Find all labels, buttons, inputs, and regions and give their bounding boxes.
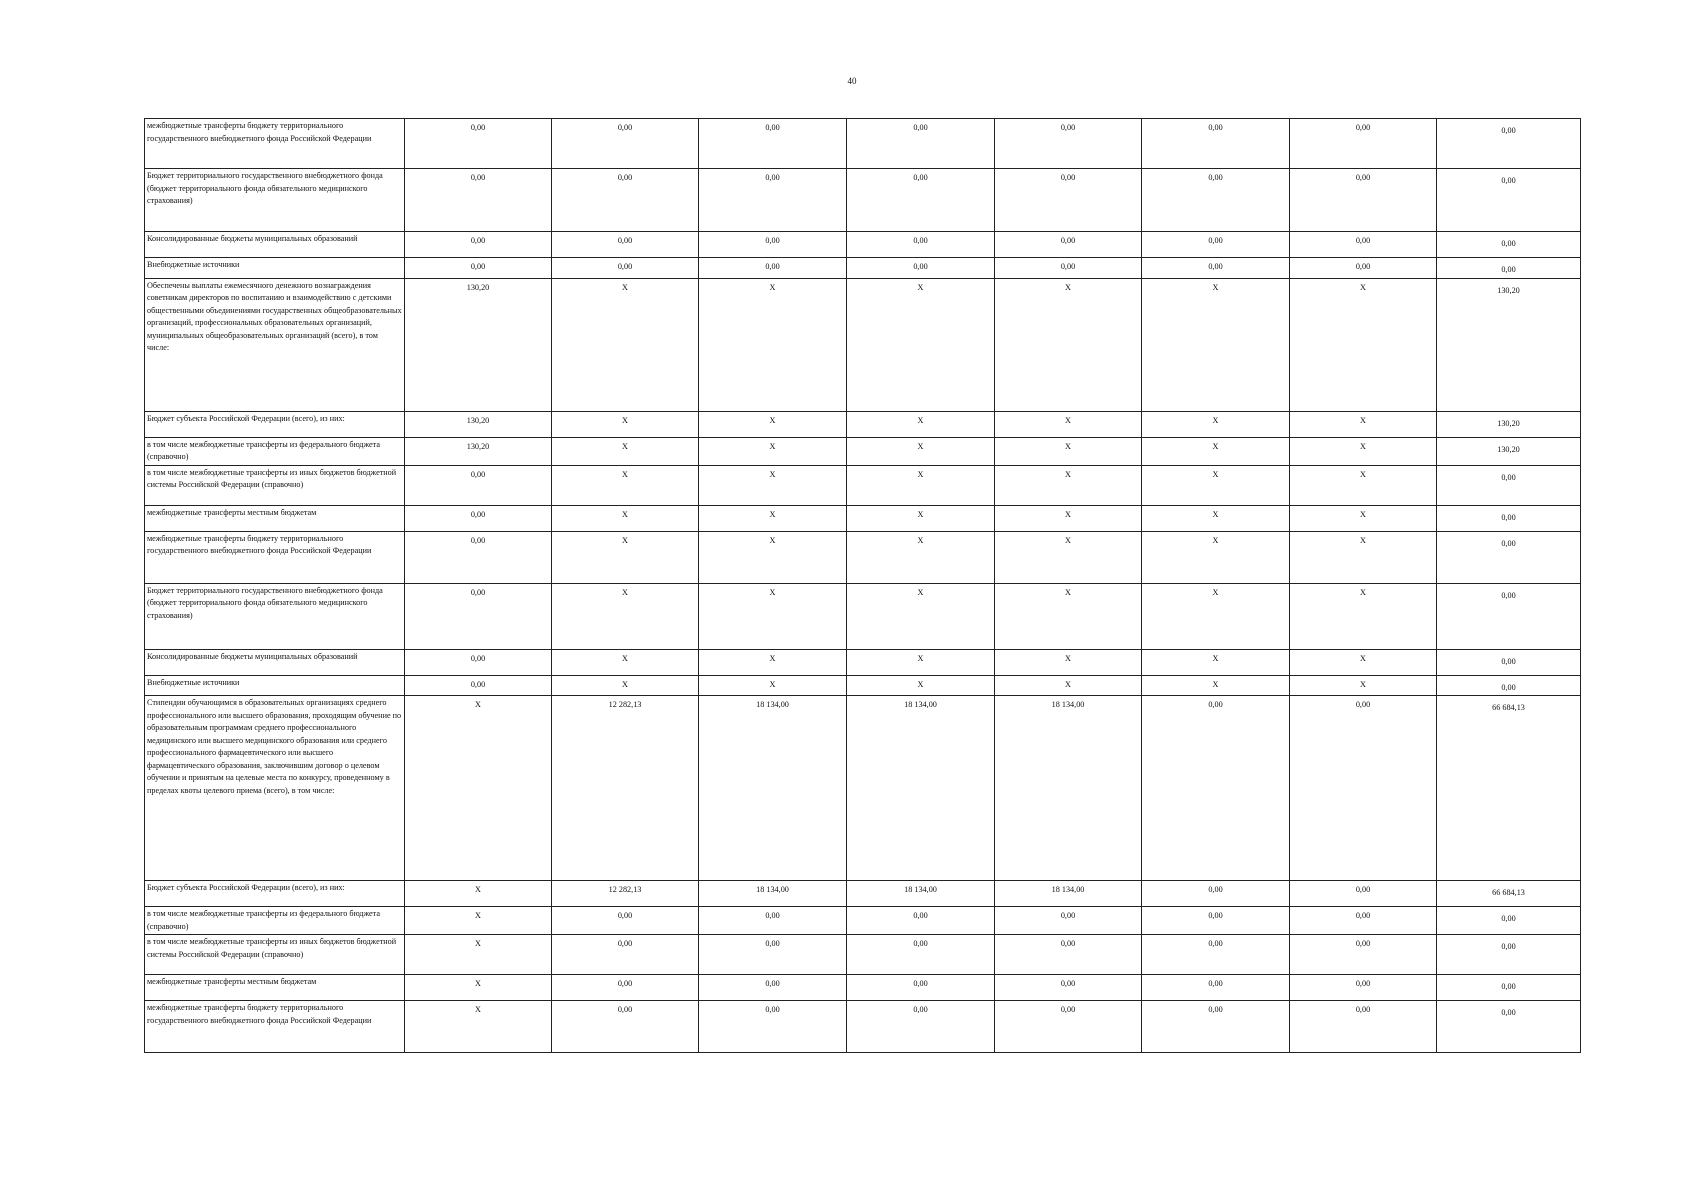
row-value-cell: 12 282,13: [552, 881, 699, 907]
row-total-cell: 0,00: [1437, 531, 1581, 583]
row-value-cell: 0,00: [1142, 258, 1290, 279]
row-value-cell: 18 134,00: [995, 881, 1142, 907]
row-value-cell: 0,00: [1142, 907, 1290, 935]
row-total-cell: 130,20: [1437, 278, 1581, 411]
table-row: [145, 169, 1581, 232]
row-value-cell: 0,00: [699, 119, 847, 169]
row-value-cell: 0,00: [995, 1001, 1142, 1053]
row-value-cell: X: [1290, 411, 1437, 437]
row-label: межбюджетные трансферты бюджету территориального государственного внебюджетного фонда Российской Федерации: [145, 531, 405, 583]
row-total-cell: 0,00: [1437, 907, 1581, 935]
page-number: 40: [847, 76, 857, 86]
row-value-cell: 0,00: [1290, 1001, 1437, 1053]
row-value-cell: 0,00: [1290, 232, 1437, 258]
row-value-cell: X: [405, 696, 552, 881]
row-value-cell: X: [552, 531, 699, 583]
row-value-cell: X: [1290, 649, 1437, 675]
row-value-cell: X: [699, 411, 847, 437]
row-value-cell: 0,00: [995, 119, 1142, 169]
row-value-cell: 0,00: [699, 907, 847, 935]
row-value-cell: X: [995, 437, 1142, 465]
row-value-cell: 0,00: [552, 975, 699, 1001]
table-row: [145, 119, 1581, 169]
row-value-cell: X: [552, 411, 699, 437]
row-value-cell: X: [699, 649, 847, 675]
row-value-cell: 0,00: [1142, 169, 1290, 232]
table-row: [145, 505, 1581, 531]
row-value-cell: X: [552, 649, 699, 675]
row-value-cell: 0,00: [552, 258, 699, 279]
row-value-cell: 0,00: [405, 583, 552, 649]
row-value-cell: X: [995, 649, 1142, 675]
row-label: Внебюджетные источники: [145, 258, 405, 279]
row-label: Бюджет территориального государственного внебюджетного фонда (бюджет территориального фонда обязательного медицинского страхования): [145, 583, 405, 649]
row-value-cell: 0,00: [699, 258, 847, 279]
row-value-cell: 0,00: [552, 1001, 699, 1053]
row-value-cell: 0,00: [1142, 881, 1290, 907]
row-label: Внебюджетные источники: [145, 675, 405, 696]
row-value-cell: X: [1290, 505, 1437, 531]
row-value-cell: 0,00: [1142, 232, 1290, 258]
row-value-cell: 0,00: [405, 169, 552, 232]
row-value-cell: X: [1142, 437, 1290, 465]
row-value-cell: X: [405, 935, 552, 975]
table-row: [145, 531, 1581, 583]
row-label: в том числе межбюджетные трансферты из иных бюджетов бюджетной системы Российской Федерации (справочно): [145, 935, 405, 975]
row-value-cell: X: [995, 531, 1142, 583]
row-total-cell: 0,00: [1437, 465, 1581, 505]
row-value-cell: 18 134,00: [699, 696, 847, 881]
row-value-cell: X: [1290, 675, 1437, 696]
row-value-cell: 0,00: [1290, 935, 1437, 975]
row-value-cell: 0,00: [1142, 975, 1290, 1001]
row-value-cell: 0,00: [405, 465, 552, 505]
row-value-cell: X: [699, 505, 847, 531]
row-total-cell: 0,00: [1437, 1001, 1581, 1053]
row-label: в том числе межбюджетные трансферты из федерального бюджета (справочно): [145, 907, 405, 935]
row-label: Бюджет территориального государственного внебюджетного фонда (бюджет территориального фонда обязательного медицинского страхования): [145, 169, 405, 232]
row-value-cell: 0,00: [405, 531, 552, 583]
row-value-cell: X: [1142, 465, 1290, 505]
row-value-cell: 0,00: [1290, 881, 1437, 907]
row-value-cell: X: [847, 675, 995, 696]
row-total-cell: 0,00: [1437, 935, 1581, 975]
row-value-cell: X: [1142, 278, 1290, 411]
row-value-cell: X: [847, 465, 995, 505]
row-value-cell: X: [552, 465, 699, 505]
row-value-cell: X: [1290, 531, 1437, 583]
row-label: межбюджетные трансферты местным бюджетам: [145, 975, 405, 1001]
row-label: Консолидированные бюджеты муниципальных образований: [145, 232, 405, 258]
row-value-cell: 18 134,00: [995, 696, 1142, 881]
row-total-cell: 66 684,13: [1437, 696, 1581, 881]
row-value-cell: X: [1142, 583, 1290, 649]
row-value-cell: 130,20: [405, 278, 552, 411]
row-total-cell: 0,00: [1437, 649, 1581, 675]
row-total-cell: 0,00: [1437, 169, 1581, 232]
table-body: [145, 119, 1581, 1053]
table-row: [145, 975, 1581, 1001]
row-value-cell: 0,00: [1290, 169, 1437, 232]
row-value-cell: 0,00: [847, 907, 995, 935]
row-value-cell: 0,00: [699, 975, 847, 1001]
row-value-cell: X: [847, 531, 995, 583]
row-value-cell: 0,00: [847, 119, 995, 169]
row-value-cell: X: [1142, 505, 1290, 531]
row-value-cell: 0,00: [1142, 1001, 1290, 1053]
row-value-cell: X: [405, 907, 552, 935]
row-total-cell: 0,00: [1437, 505, 1581, 531]
row-total-cell: 0,00: [1437, 258, 1581, 279]
row-value-cell: X: [552, 505, 699, 531]
row-value-cell: X: [847, 411, 995, 437]
row-value-cell: X: [552, 278, 699, 411]
row-label: Бюджет субъекта Российской Федерации (всего), из них:: [145, 881, 405, 907]
row-value-cell: X: [699, 531, 847, 583]
row-value-cell: 0,00: [552, 119, 699, 169]
table-row: [145, 649, 1581, 675]
row-value-cell: X: [847, 278, 995, 411]
row-value-cell: X: [995, 505, 1142, 531]
row-value-cell: 0,00: [995, 258, 1142, 279]
table-row: [145, 881, 1581, 907]
table-row: [145, 278, 1581, 411]
row-value-cell: 0,00: [847, 169, 995, 232]
row-value-cell: X: [847, 583, 995, 649]
row-value-cell: 0,00: [405, 505, 552, 531]
row-value-cell: 0,00: [995, 975, 1142, 1001]
row-value-cell: 0,00: [1142, 696, 1290, 881]
row-value-cell: 0,00: [405, 675, 552, 696]
row-value-cell: 0,00: [1290, 975, 1437, 1001]
table-row: [145, 1001, 1581, 1053]
row-value-cell: X: [1290, 583, 1437, 649]
table-row: [145, 465, 1581, 505]
row-label: межбюджетные трансферты бюджету территориального государственного внебюджетного фонда Российской Федерации: [145, 1001, 405, 1053]
row-value-cell: 0,00: [1142, 119, 1290, 169]
row-value-cell: X: [552, 675, 699, 696]
row-total-cell: 0,00: [1437, 675, 1581, 696]
row-value-cell: 130,20: [405, 411, 552, 437]
row-label: Бюджет субъекта Российской Федерации (всего), из них:: [145, 411, 405, 437]
row-total-cell: 0,00: [1437, 975, 1581, 1001]
row-value-cell: X: [552, 583, 699, 649]
row-total-cell: 66 684,13: [1437, 881, 1581, 907]
row-value-cell: 18 134,00: [699, 881, 847, 907]
row-label: Стипендии обучающимся в образовательных организациях среднего профессионального или высшего образования, проходящим обучение по образовательным программам среднего профессионального медицинского или высшего медицинского образования или среднего профессионального фармацевтического или высшего фармацевтического образования, заключившим договор о целевом обучении и принятым на целевые места по конкурсу, проведенному в пределах квоты целевого приема (всего), в том числе:: [145, 696, 405, 881]
row-value-cell: X: [847, 649, 995, 675]
row-value-cell: 0,00: [847, 232, 995, 258]
row-value-cell: 0,00: [847, 258, 995, 279]
row-value-cell: 0,00: [552, 232, 699, 258]
row-total-cell: 130,20: [1437, 437, 1581, 465]
row-value-cell: X: [1290, 437, 1437, 465]
row-value-cell: 12 282,13: [552, 696, 699, 881]
row-value-cell: 0,00: [995, 232, 1142, 258]
row-value-cell: 0,00: [995, 935, 1142, 975]
row-value-cell: X: [995, 411, 1142, 437]
row-value-cell: X: [699, 465, 847, 505]
row-value-cell: 0,00: [405, 119, 552, 169]
row-value-cell: X: [847, 505, 995, 531]
table-row: [145, 258, 1581, 279]
row-value-cell: 0,00: [847, 975, 995, 1001]
row-value-cell: 0,00: [995, 169, 1142, 232]
row-value-cell: X: [847, 437, 995, 465]
row-value-cell: X: [1142, 531, 1290, 583]
row-value-cell: X: [995, 583, 1142, 649]
row-value-cell: X: [995, 465, 1142, 505]
row-value-cell: X: [1142, 649, 1290, 675]
row-total-cell: 130,20: [1437, 411, 1581, 437]
row-value-cell: 0,00: [552, 169, 699, 232]
row-value-cell: 0,00: [1142, 935, 1290, 975]
row-label: межбюджетные трансферты бюджету территориального государственного внебюджетного фонда Российской Федерации: [145, 119, 405, 169]
row-value-cell: 0,00: [699, 232, 847, 258]
row-value-cell: 0,00: [405, 649, 552, 675]
row-value-cell: X: [995, 278, 1142, 411]
row-value-cell: 18 134,00: [847, 881, 995, 907]
row-value-cell: X: [1142, 411, 1290, 437]
row-total-cell: 0,00: [1437, 232, 1581, 258]
row-label: межбюджетные трансферты местным бюджетам: [145, 505, 405, 531]
row-value-cell: X: [699, 675, 847, 696]
row-total-cell: 0,00: [1437, 119, 1581, 169]
row-label: в том числе межбюджетные трансферты из иных бюджетов бюджетной системы Российской Федерации (справочно): [145, 465, 405, 505]
row-value-cell: 130,20: [405, 437, 552, 465]
row-value-cell: 0,00: [1290, 907, 1437, 935]
row-value-cell: 0,00: [699, 169, 847, 232]
row-value-cell: 0,00: [699, 935, 847, 975]
row-value-cell: 0,00: [1290, 119, 1437, 169]
row-label: в том числе межбюджетные трансферты из федерального бюджета (справочно): [145, 437, 405, 465]
row-value-cell: 0,00: [847, 935, 995, 975]
row-value-cell: 0,00: [995, 907, 1142, 935]
row-label: Консолидированные бюджеты муниципальных образований: [145, 649, 405, 675]
budget-table: [144, 118, 1581, 1053]
row-value-cell: 0,00: [552, 935, 699, 975]
table-row: [145, 935, 1581, 975]
row-value-cell: X: [1142, 675, 1290, 696]
table-row: [145, 583, 1581, 649]
table-row: [145, 437, 1581, 465]
row-value-cell: 0,00: [552, 907, 699, 935]
row-label: Обеспечены выплаты ежемесячного денежного вознаграждения советникам директоров по воспитанию и взаимодействию с детскими общественными объединениями государственных общеобразовательных организаций, профессиональных образовательных организаций, муниципальных общеобразовательных организаций (всего), в том числе:: [145, 278, 405, 411]
row-value-cell: X: [995, 675, 1142, 696]
row-total-cell: 0,00: [1437, 583, 1581, 649]
table-row: [145, 232, 1581, 258]
row-value-cell: X: [699, 437, 847, 465]
row-value-cell: X: [1290, 278, 1437, 411]
table-row: [145, 696, 1581, 881]
row-value-cell: X: [552, 437, 699, 465]
row-value-cell: 0,00: [405, 258, 552, 279]
row-value-cell: X: [405, 975, 552, 1001]
row-value-cell: 0,00: [699, 1001, 847, 1053]
table-row: [145, 675, 1581, 696]
row-value-cell: X: [1290, 465, 1437, 505]
row-value-cell: X: [405, 881, 552, 907]
table-row: [145, 411, 1581, 437]
row-value-cell: 18 134,00: [847, 696, 995, 881]
row-value-cell: 0,00: [1290, 258, 1437, 279]
row-value-cell: 0,00: [405, 232, 552, 258]
row-value-cell: X: [405, 1001, 552, 1053]
row-value-cell: X: [699, 583, 847, 649]
row-value-cell: 0,00: [847, 1001, 995, 1053]
table-row: [145, 907, 1581, 935]
row-value-cell: 0,00: [1290, 696, 1437, 881]
row-value-cell: X: [699, 278, 847, 411]
